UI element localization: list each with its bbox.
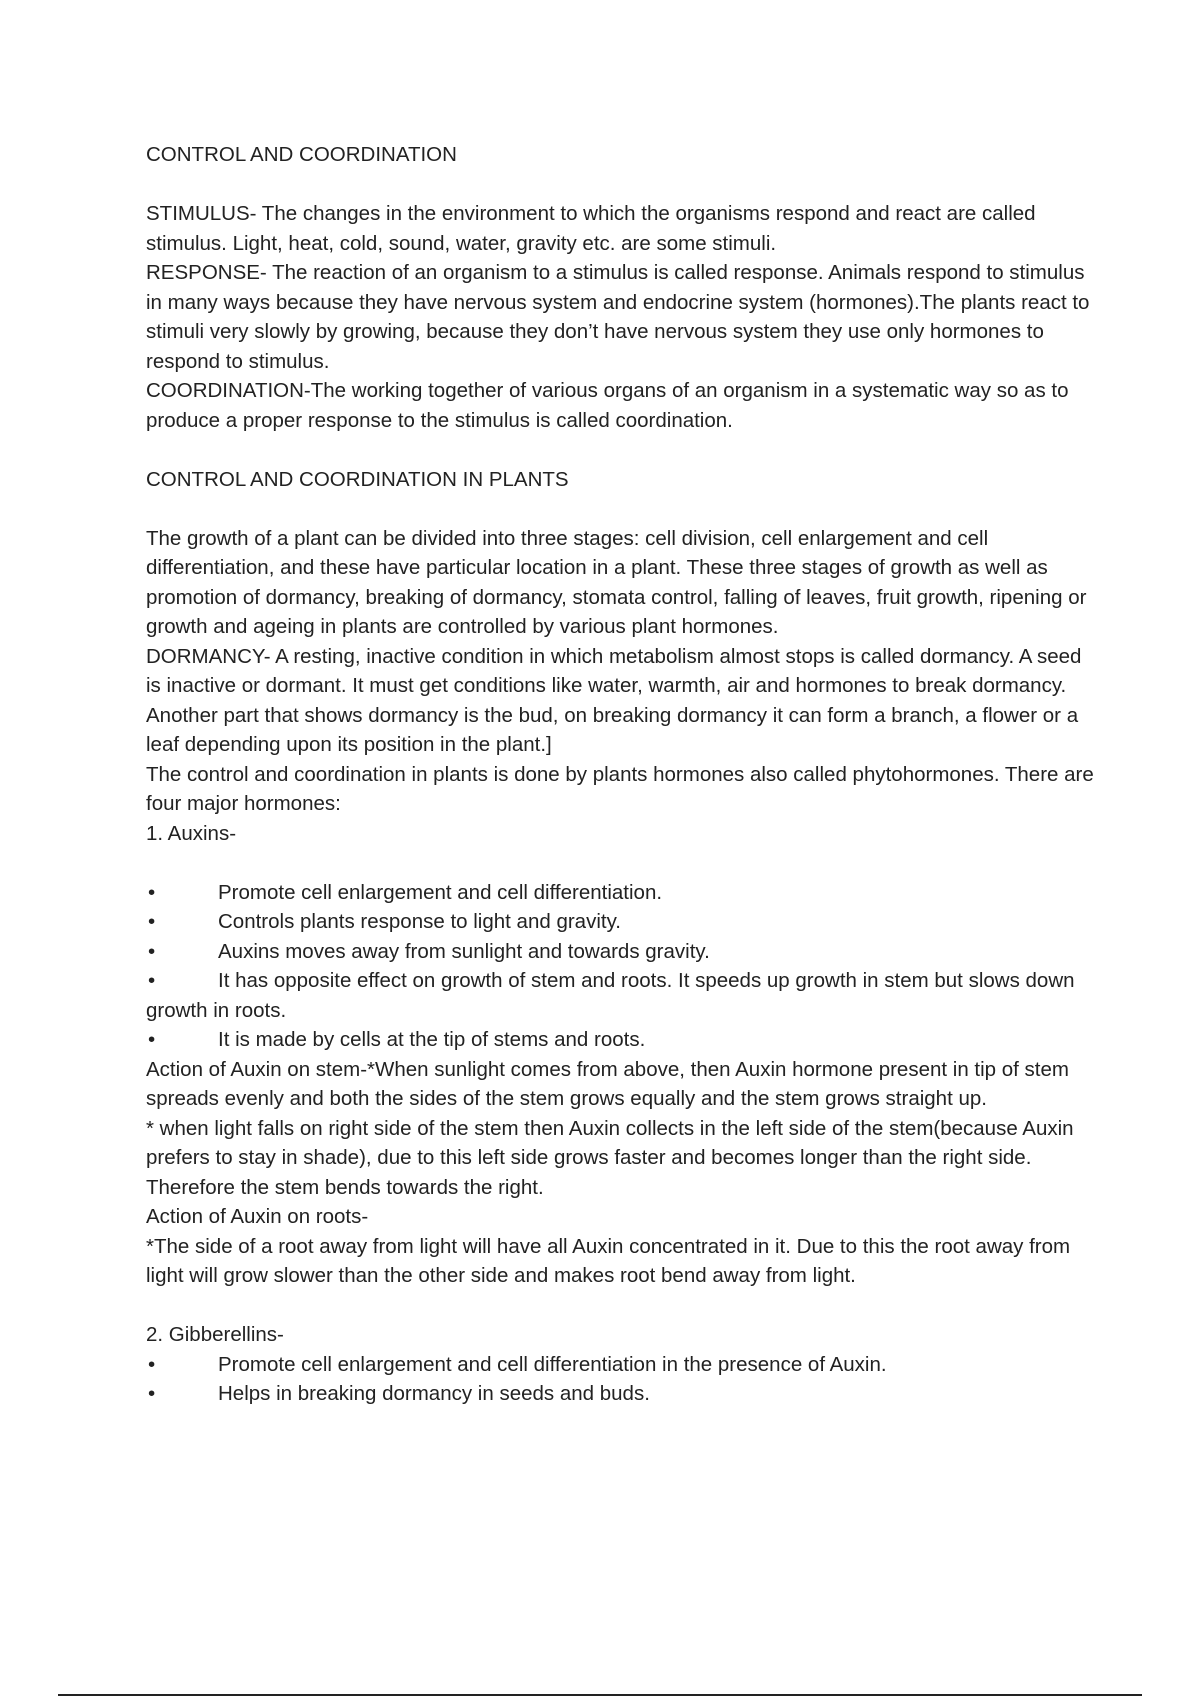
list-item-text: Helps in breaking dormancy in seeds and buds.	[218, 1382, 650, 1405]
list-item	[146, 1379, 1096, 1409]
bullet-icon: •	[148, 939, 156, 963]
document-page	[146, 140, 1096, 1409]
spacer	[146, 494, 1096, 524]
auxin-stem-action: Action of Auxin on stem-*When sunlight comes from above, then Auxin hormone present in tip of stem spreads evenly and both the sides of the stem grows equally and the stem grows straight up.	[146, 1057, 1069, 1110]
list-item	[146, 1350, 1096, 1380]
list-item	[146, 878, 1096, 908]
list-item	[146, 907, 1096, 937]
list-item	[146, 966, 1096, 1025]
section-heading: CONTROL AND COORDINATION IN PLANTS	[146, 467, 569, 491]
growth-paragraph: The growth of a plant can be divided into three stages: cell division, cell enlargement and cell differentiation, and these have particular location in a plant. These three stages of growth as well as promotion of dormancy, breaking of dormancy, stomata control, falling of leaves, fruit growth, ripening or growth and ageing in plants are controlled by various plant hormones.	[146, 526, 1087, 638]
list-item	[146, 937, 1096, 967]
bullet-icon: •	[148, 1352, 156, 1376]
spacer	[146, 170, 1096, 200]
spacer	[146, 848, 1096, 878]
auxins-heading: 1. Auxins-	[146, 821, 237, 845]
list-item-text: Promote cell enlargement and cell differentiation in the presence of Auxin.	[218, 1352, 887, 1376]
coordination-definition: COORDINATION-The working together of various organs of an organism in a systematic way so as to produce a proper response to the stimulus is called coordination.	[146, 379, 1069, 432]
gibberellins-heading: 2. Gibberellins-	[146, 1323, 284, 1346]
list-item-text: Auxins moves away from sunlight and towards gravity.	[218, 939, 710, 963]
bullet-icon: •	[148, 1028, 156, 1051]
page-footer-divider	[58, 1694, 1142, 1696]
auxin-stem-light: * when light falls on right side of the stem then Auxin collects in the left side of the stem(because Auxin prefers to stay in shade), due to this left side grows faster and becomes longer than the right side. Therefore the stem bends towards the right.	[146, 1116, 1074, 1199]
bullet-icon: •	[148, 969, 156, 992]
bullet-icon: •	[148, 880, 156, 904]
phytohormones-paragraph: The control and coordination in plants is done by plants hormones also called phytohormones. There are four major hormones:	[146, 762, 1094, 815]
dormancy-paragraph: DORMANCY- A resting, inactive condition in which metabolism almost stops is called dormancy. A seed is inactive or dormant. It must get conditions like water, warmth, air and hormones to break dormancy. Another part that shows dormancy is the bud, on breaking dormancy it can form a branch, a flower or a leaf depending upon its position in the plant.]	[146, 644, 1082, 756]
spacer	[146, 435, 1096, 465]
bullet-icon: •	[148, 1382, 156, 1405]
spacer	[146, 1291, 1096, 1321]
response-definition: RESPONSE- The reaction of an organism to a stimulus is called response. Animals respond to stimulus in many ways because they have nervous system and endocrine system (hormones).The plants react to stimuli very slowly by growing, because they don’t have nervous system they use only hormones to respond to stimulus.	[146, 261, 1090, 373]
list-item-text: It is made by cells at the tip of stems and roots.	[218, 1028, 646, 1051]
list-item-text: Controls plants response to light and gravity.	[218, 910, 622, 933]
list-item	[146, 1025, 1096, 1055]
page-title: CONTROL AND COORDINATION	[146, 143, 457, 166]
list-item-text: Promote cell enlargement and cell differentiation.	[218, 880, 663, 904]
auxin-roots-text: *The side of a root away from light will have all Auxin concentrated in it. Due to this the root away from light will grow slower than the other side and makes root bend away from light.	[146, 1234, 1071, 1287]
bullet-icon: •	[148, 910, 156, 933]
stimulus-definition: STIMULUS- The changes in the environment to which the organisms respond and react are called stimulus. Light, heat, cold, sound, water, gravity etc. are some stimuli.	[146, 202, 1036, 255]
auxin-roots-heading: Action of Auxin on roots-	[146, 1205, 369, 1228]
list-item-text: It has opposite effect on growth of stem and roots. It speeds up growth in stem but slows down growth in roots.	[146, 969, 1075, 1022]
